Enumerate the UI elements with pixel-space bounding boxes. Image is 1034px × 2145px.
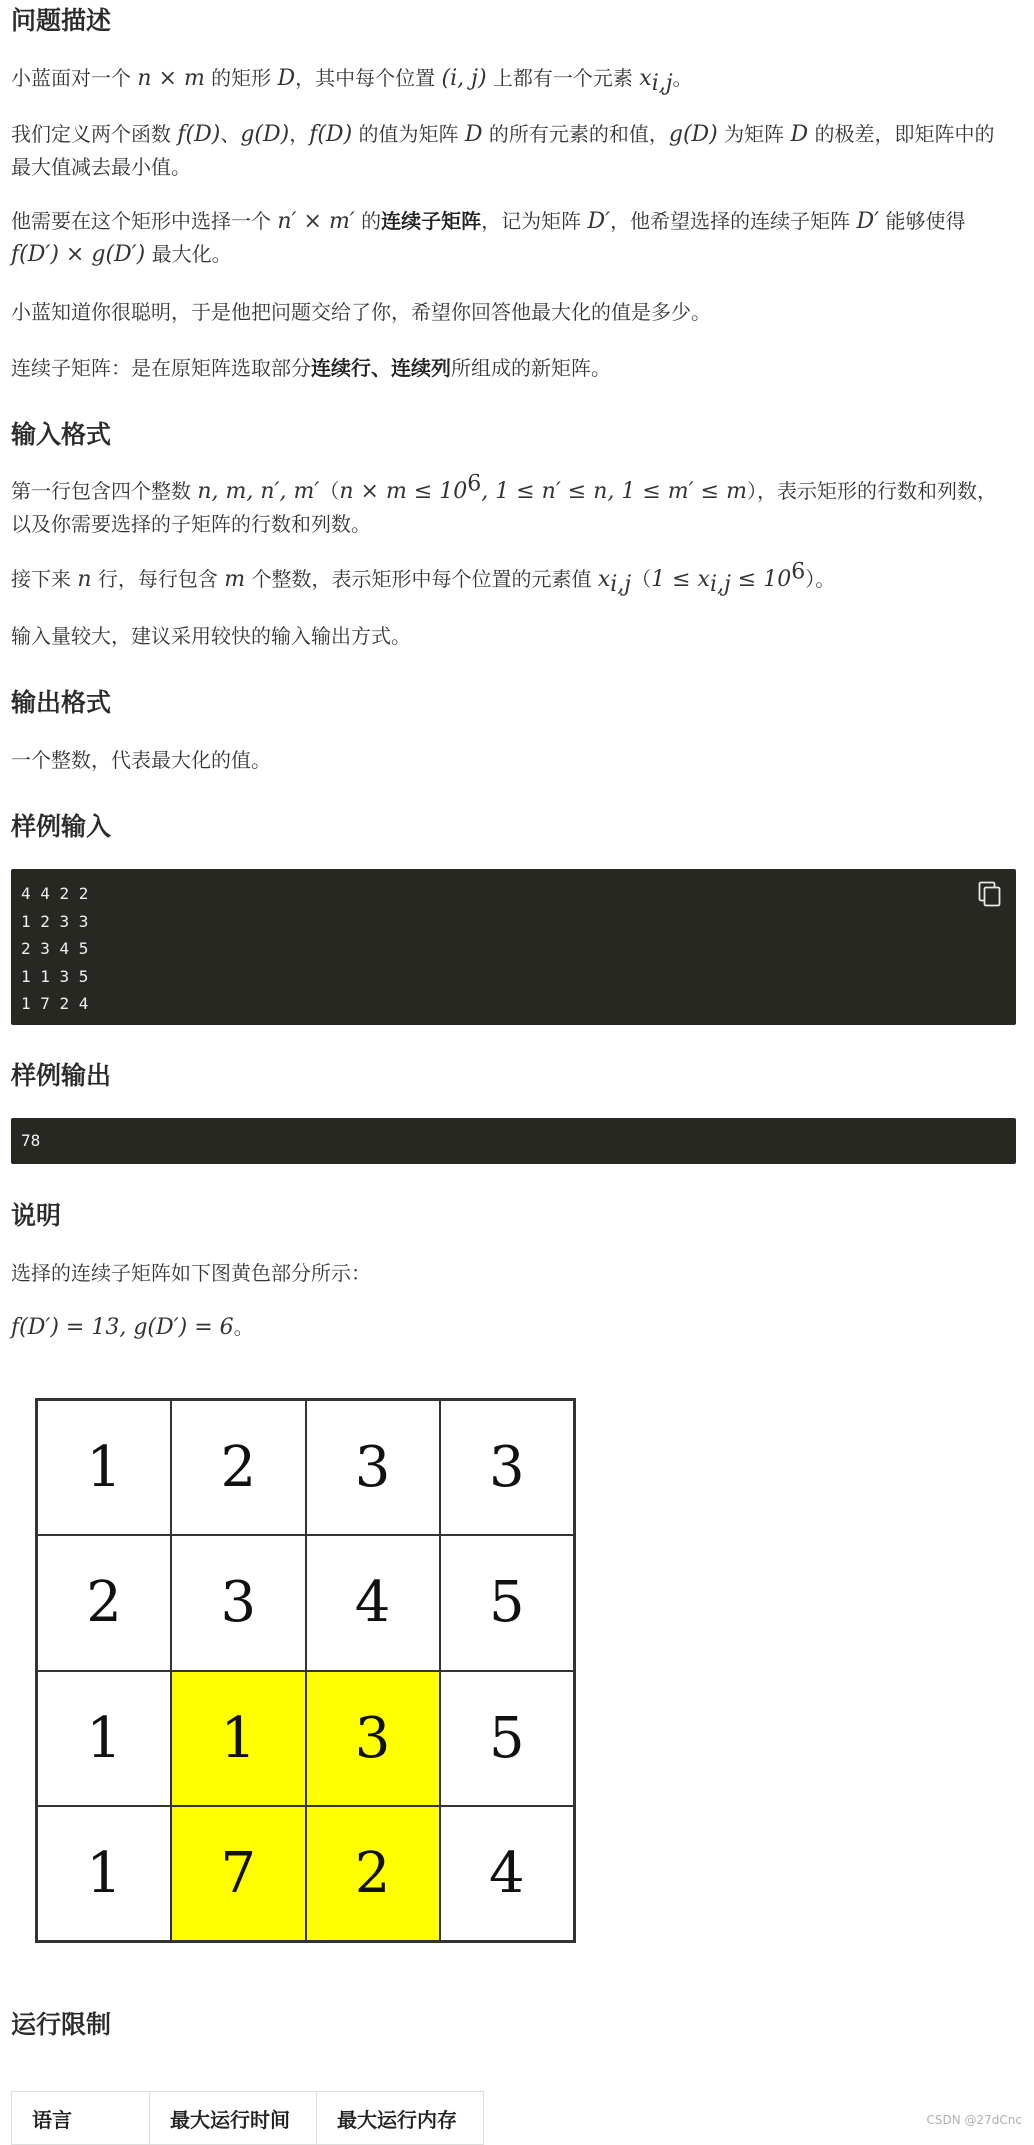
text: 我们定义两个函数 <box>11 122 178 146</box>
watermark: CSDN @27dCnc <box>926 2113 1022 2127</box>
math-D: D <box>277 66 296 91</box>
table-header-time: 最大运行时间 <box>150 2092 317 2145</box>
math-constraint: 1 ≤ x <box>651 567 710 592</box>
problem-paragraph-5 <box>11 352 1011 384</box>
matrix-cell: 4 <box>306 1535 440 1670</box>
code-line: 1 1 3 5 <box>21 966 89 986</box>
input-paragraph-3: 输入量较大，建议采用较快的输入输出方式。 <box>11 624 411 648</box>
matrix-cell: 1 <box>37 1400 171 1535</box>
matrix-cell: 1 <box>37 1671 171 1806</box>
matrix-cell: 1 <box>37 1806 171 1941</box>
code-line: 1 7 2 4 <box>21 994 89 1013</box>
matrix-cell: 4 <box>440 1806 574 1941</box>
math-D: D <box>464 122 483 147</box>
input-paragraph-2 <box>11 559 1011 597</box>
math-gD: g(D) <box>240 122 290 147</box>
text: 的值为矩阵 <box>352 122 465 146</box>
text: 。 <box>672 66 693 90</box>
problem-paragraph-1 <box>11 62 1011 95</box>
code-line: 2 3 4 5 <box>21 939 89 958</box>
text: 、 <box>220 122 241 146</box>
matrix-cell-highlighted: 7 <box>171 1806 305 1941</box>
math-D: D <box>790 122 809 147</box>
text: 第一行包含四个整数 <box>11 479 198 503</box>
text: 个整数，表示矩形中每个位置的元素值 <box>245 567 598 591</box>
text: 的所有元素的和值， <box>482 122 669 146</box>
sample-input-code <box>11 869 1016 1025</box>
math-exponent: 6 <box>791 559 806 585</box>
text: 的矩形 <box>204 66 278 90</box>
bold-text: 连续列 <box>391 356 451 380</box>
text: ，记为矩阵 <box>481 209 588 233</box>
math-Dp: D′ <box>587 209 611 234</box>
text: 连续子矩阵：是在原矩阵选取部分 <box>11 356 311 380</box>
problem-paragraph-4: 小蓝知道你很聪明，于是他把问题交给了你，希望你回答他最大化的值是多少。 <box>11 300 711 324</box>
explanation-result <box>11 1311 1011 1344</box>
math-f-times-g: f(D′) × g(D′) <box>11 242 146 267</box>
section-title-limits: 运行限制 <box>11 2010 112 2039</box>
bold-text: 、 <box>371 356 391 380</box>
code-line: 4 4 2 2 <box>21 884 89 903</box>
text: （ <box>319 479 340 503</box>
matrix-cell: 3 <box>440 1400 574 1535</box>
matrix-cell: 2 <box>171 1400 305 1535</box>
math-nmnpmp: n, m, n′, m′ <box>197 479 320 504</box>
math-x-subscript: i,j <box>610 572 632 597</box>
section-title-sample-input: 样例输入 <box>11 812 112 841</box>
text: 所组成的新矩阵。 <box>451 356 611 380</box>
math-n: n <box>77 567 92 592</box>
matrix-cell: 3 <box>171 1535 305 1670</box>
math-constraint: n × m ≤ 10 <box>339 479 468 504</box>
math-Dp: D′ <box>856 209 880 234</box>
math-n-times-m: n × m <box>137 66 205 91</box>
matrix-cell: 5 <box>440 1535 574 1670</box>
output-paragraph-1: 一个整数，代表最大化的值。 <box>11 748 271 772</box>
math-x-subscript: i,j <box>651 71 673 96</box>
text: （ <box>631 567 652 591</box>
section-title-problem: 问题描述 <box>11 6 112 35</box>
text: ， <box>289 122 310 146</box>
explanation-paragraph-1: 选择的连续子矩阵如下图黄色部分所示： <box>11 1261 371 1285</box>
sample-output-code <box>11 1118 1016 1164</box>
text: 的极差，即矩阵中的最大值减去最小值。 <box>11 122 995 179</box>
matrix-cell: 2 <box>37 1535 171 1670</box>
math-x-subscript: i,j <box>709 572 731 597</box>
bold-text: 连续子矩阵 <box>381 209 482 233</box>
section-title-sample-output: 样例输出 <box>11 1061 112 1090</box>
math-x: x <box>639 66 652 91</box>
code-line: 1 2 3 3 <box>21 911 89 931</box>
math-ij: (i, j) <box>441 66 487 91</box>
table-header-row <box>12 2092 484 2145</box>
text: 最大化。 <box>145 242 232 266</box>
math-exponent: 6 <box>467 471 482 497</box>
text: 上都有一个元素 <box>486 66 640 90</box>
problem-paragraph-3 <box>11 205 1011 271</box>
bold-text: 连续行 <box>311 356 371 380</box>
math-gD: g(D) <box>668 122 718 147</box>
table-header-memory: 最大运行内存 <box>317 2092 484 2145</box>
text: 他需要在这个矩形中选择一个 <box>11 209 278 233</box>
matrix-cell: 3 <box>306 1400 440 1535</box>
text: 的 <box>354 209 382 233</box>
section-title-input: 输入格式 <box>11 420 112 449</box>
text: 。 <box>233 1315 254 1339</box>
table-header-language: 语言 <box>12 2092 150 2145</box>
text: ），表示矩形的行数和列数，以及你需要选择的子矩阵的行数和列数。 <box>11 479 997 536</box>
matrix-cell: 5 <box>440 1671 574 1806</box>
text: 接下来 <box>11 567 78 591</box>
matrix-cell-highlighted: 2 <box>306 1806 440 1941</box>
text: 为矩阵 <box>717 122 791 146</box>
text: ，他希望选择的连续子矩阵 <box>610 209 857 233</box>
problem-paragraph-2 <box>11 118 1011 183</box>
text: ，其中每个位置 <box>295 66 442 90</box>
text: 小蓝面对一个 <box>11 66 138 90</box>
text: 行，每行包含 <box>91 567 225 591</box>
math-np-times-mp: n′ × m′ <box>277 209 355 234</box>
math-fD: f(D) <box>309 122 353 147</box>
copy-icon[interactable] <box>978 881 1002 907</box>
math-constraint: , 1 ≤ n′ ≤ n, 1 ≤ m′ ≤ m <box>481 479 747 504</box>
math-fD: f(D) <box>177 122 221 147</box>
math-constraint: ≤ 10 <box>730 567 792 592</box>
math-x: x <box>597 567 611 592</box>
text: ）。 <box>805 567 836 591</box>
code-line: 78 <box>21 1131 41 1150</box>
input-paragraph-1 <box>11 471 1011 540</box>
matrix-grid <box>35 1398 576 1943</box>
section-title-explanation: 说明 <box>11 1201 62 1230</box>
math-m: m <box>224 567 246 592</box>
section-title-output: 输出格式 <box>11 688 112 717</box>
limits-table <box>11 2091 484 2145</box>
matrix-cell-highlighted: 1 <box>171 1671 305 1806</box>
text: 能够使得 <box>879 209 966 233</box>
matrix-cell-highlighted: 3 <box>306 1671 440 1806</box>
math-result: f(D′) = 13, g(D′) = 6 <box>11 1315 234 1340</box>
